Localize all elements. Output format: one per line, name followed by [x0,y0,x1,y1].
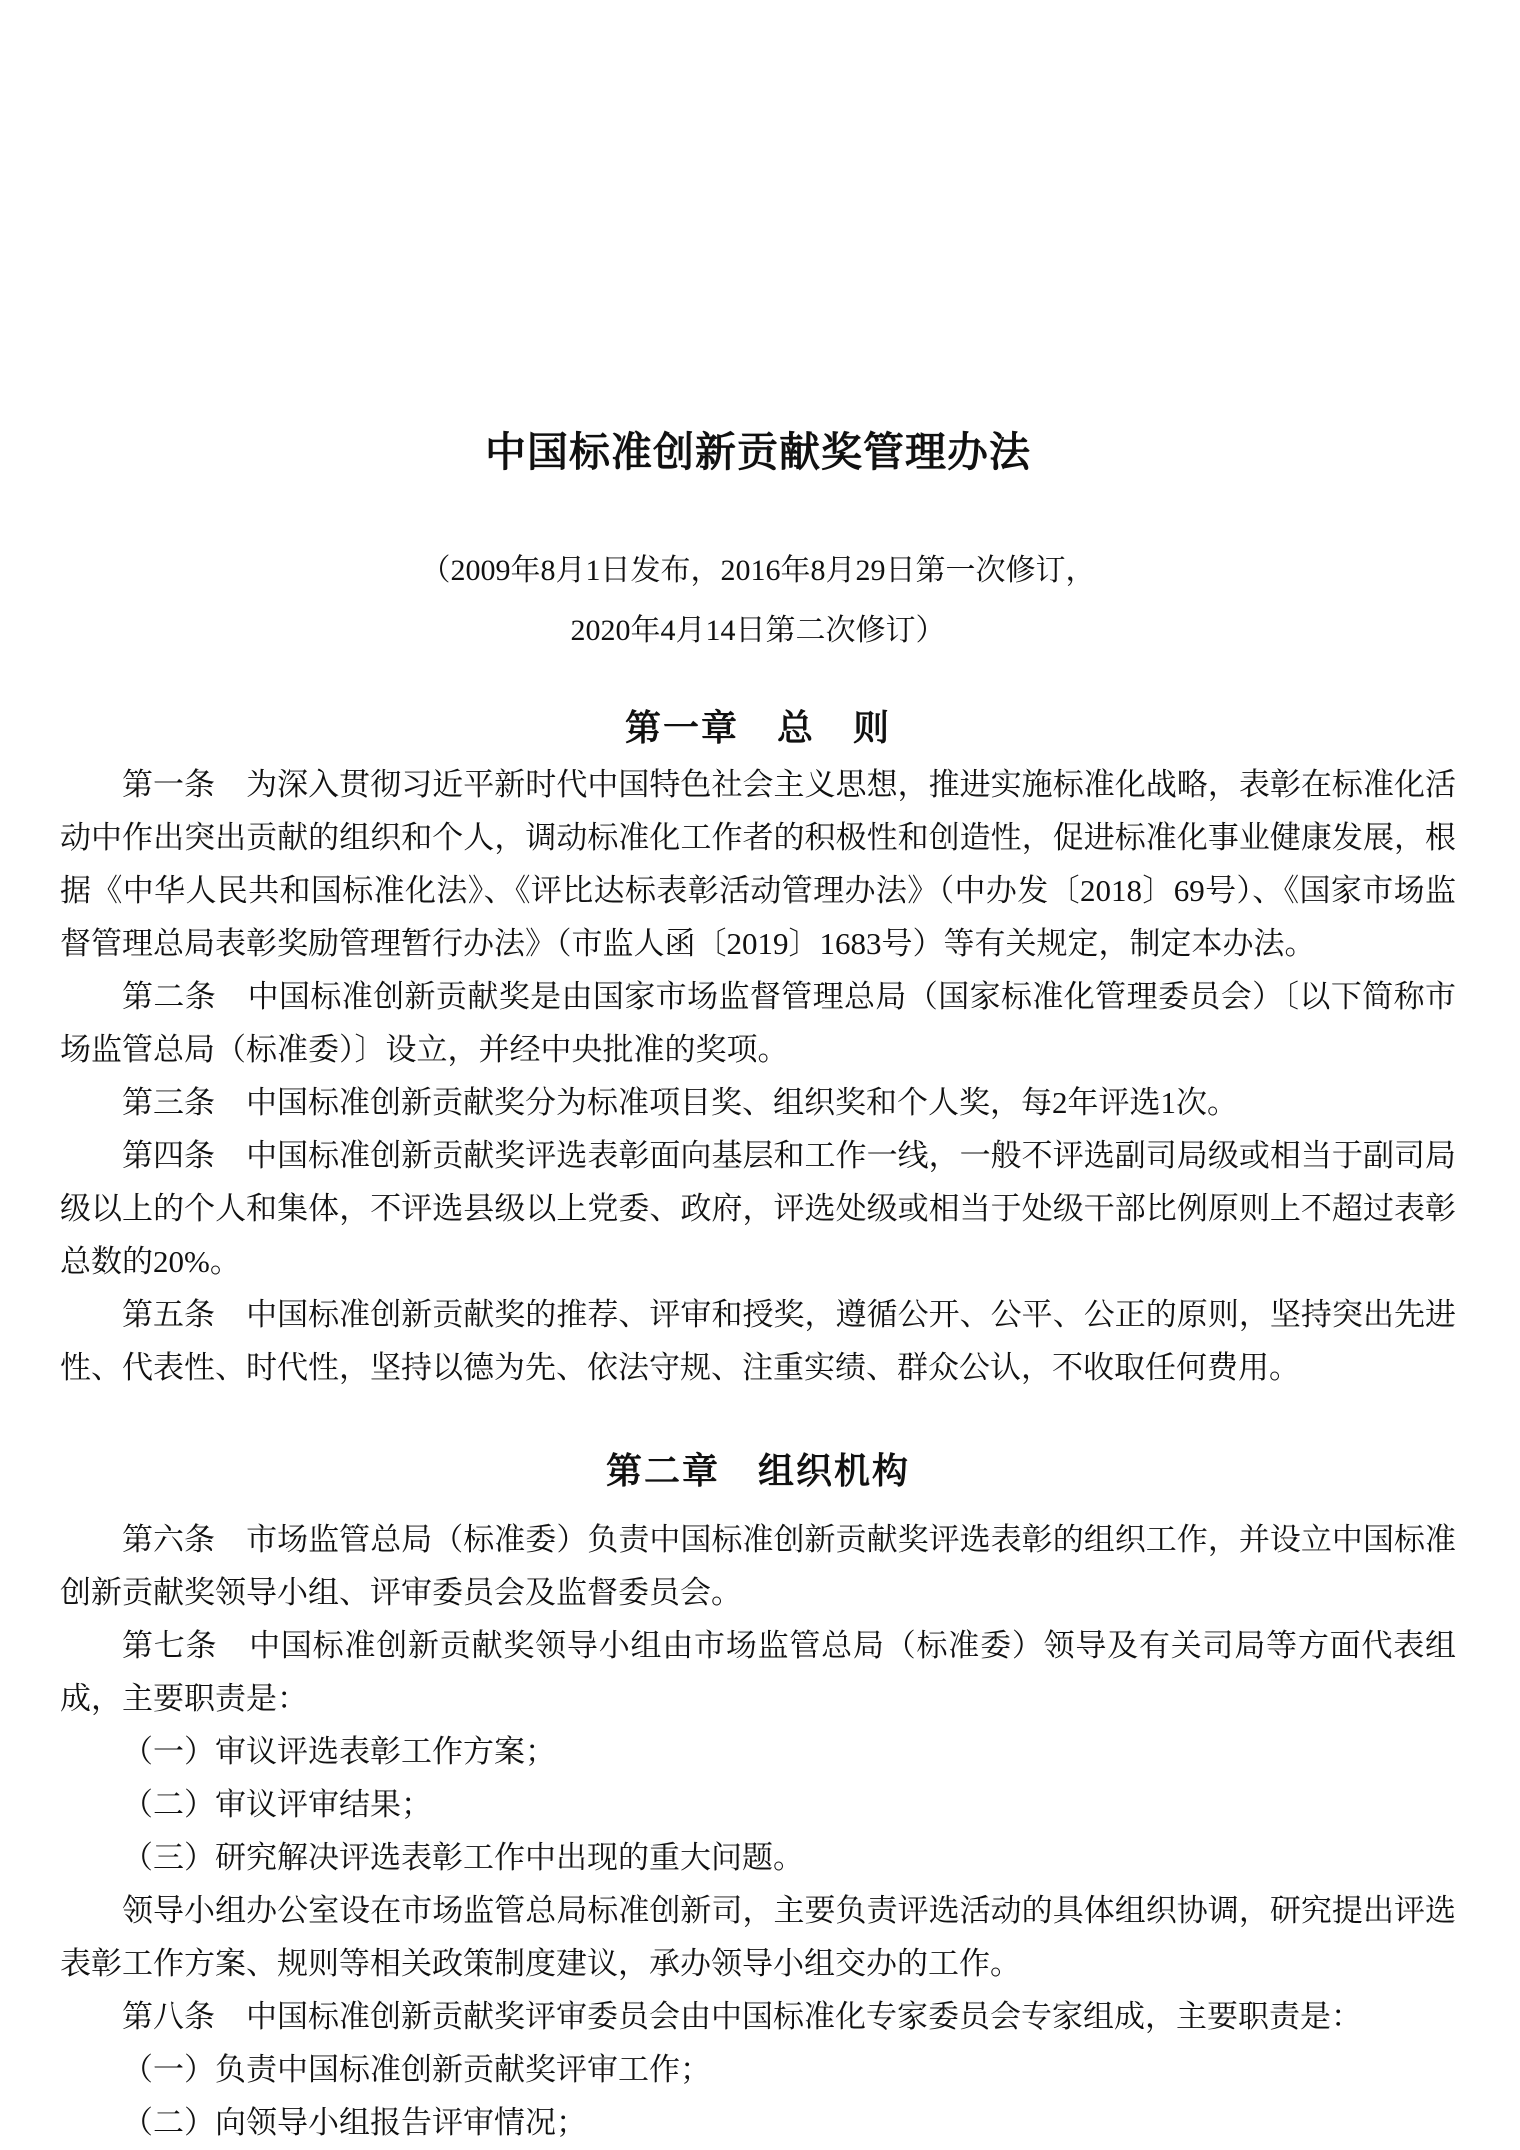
document-subtitle [60,541,1456,661]
document-title: 中国标准创新贡献奖管理办法 [485,429,1031,475]
chapter-2-heading: 第二章 组织机构 [605,1450,910,1491]
subtitle-line-1: （2009年8月1日发布，2016年8月29日第一次修订， [420,554,1096,587]
chapter-1-heading: 第一章 总 则 [624,707,891,748]
article-7-paragraph: 第七条 中国标准创新贡献奖领导小组由市场监管总局（标准委）领导及有关司局等方面代表组成，主要职责是： [60,1628,1456,1716]
article-4-paragraph: 第四条 中国标准创新贡献奖评选表彰面向基层和工作一线，一般不评选副司局级或相当于副司局级以上的个人和集体，不评选县级以上党委、政府，评选处级或相当于处级干部比例原则上不超过表彰总数的20%。 [60,1138,1456,1279]
article-8-paragraph: 第八条 中国标准创新贡献奖评审委员会由中国标准化专家委员会专家组成，主要职责是： [122,1999,1362,2034]
article-6-paragraph: 第六条 市场监管总局（标准委）负责中国标准创新贡献奖评选表彰的组织工作，并设立中国标准创新贡献奖领导小组、评审委员会及监督委员会。 [60,1522,1456,1610]
article-7-clause-3: （三）研究解决评选表彰工作中出现的重大问题。 [122,1840,804,1875]
subtitle-line-2: 2020年4月14日第二次修订） [570,614,946,647]
article-5-paragraph: 第五条 中国标准创新贡献奖的推荐、评审和授奖，遵循公开、公平、公正的原则，坚持突出先进性、代表性、时代性，坚持以德为先、依法守规、注重实绩、群众公认，不收取任何费用。 [60,1297,1456,1385]
article-7-clause-2: （二）审议评审结果； [122,1787,432,1822]
article-7-clause-1: （一）审议评选表彰工作方案； [122,1734,556,1769]
article-1-paragraph: 第一条 为深入贯彻习近平新时代中国特色社会主义思想，推进实施标准化战略，表彰在标准化活动中作出突出贡献的组织和个人，调动标准化工作者的积极性和创造性，促进标准化事业健康发展，根据《中华人民共和国标准化法》、《评比达标表彰活动管理办法》（中办发〔2018〕69号）、《国家市场监督管理总局表彰奖励管理暂行办法》（市监人函〔2019〕1683号）等有关规定，制定本办法。 [60,767,1456,961]
document-content [60,0,1456,2149]
article-8-clause-1: （一）负责中国标准创新贡献奖评审工作； [122,2052,711,2087]
article-3-paragraph: 第三条 中国标准创新贡献奖分为标准项目奖、组织奖和个人奖，每2年评选1次。 [122,1085,1238,1120]
article-8-clause-2: （二）向领导小组报告评审情况； [122,2105,587,2140]
leading-group-office-paragraph: 领导小组办公室设在市场监管总局标准创新司，主要负责评选活动的具体组织协调，研究提出评选表彰工作方案、规则等相关政策制度建议，承办领导小组交办的工作。 [60,1893,1456,1981]
article-2-paragraph: 第二条 中国标准创新贡献奖是由国家市场监督管理总局（国家标准化管理委员会）〔以下简称市场监管总局（标准委）〕设立，并经中央批准的奖项。 [60,979,1456,1067]
chapter-1-body [60,758,1456,1394]
chapter-2-body [60,1513,1456,2149]
